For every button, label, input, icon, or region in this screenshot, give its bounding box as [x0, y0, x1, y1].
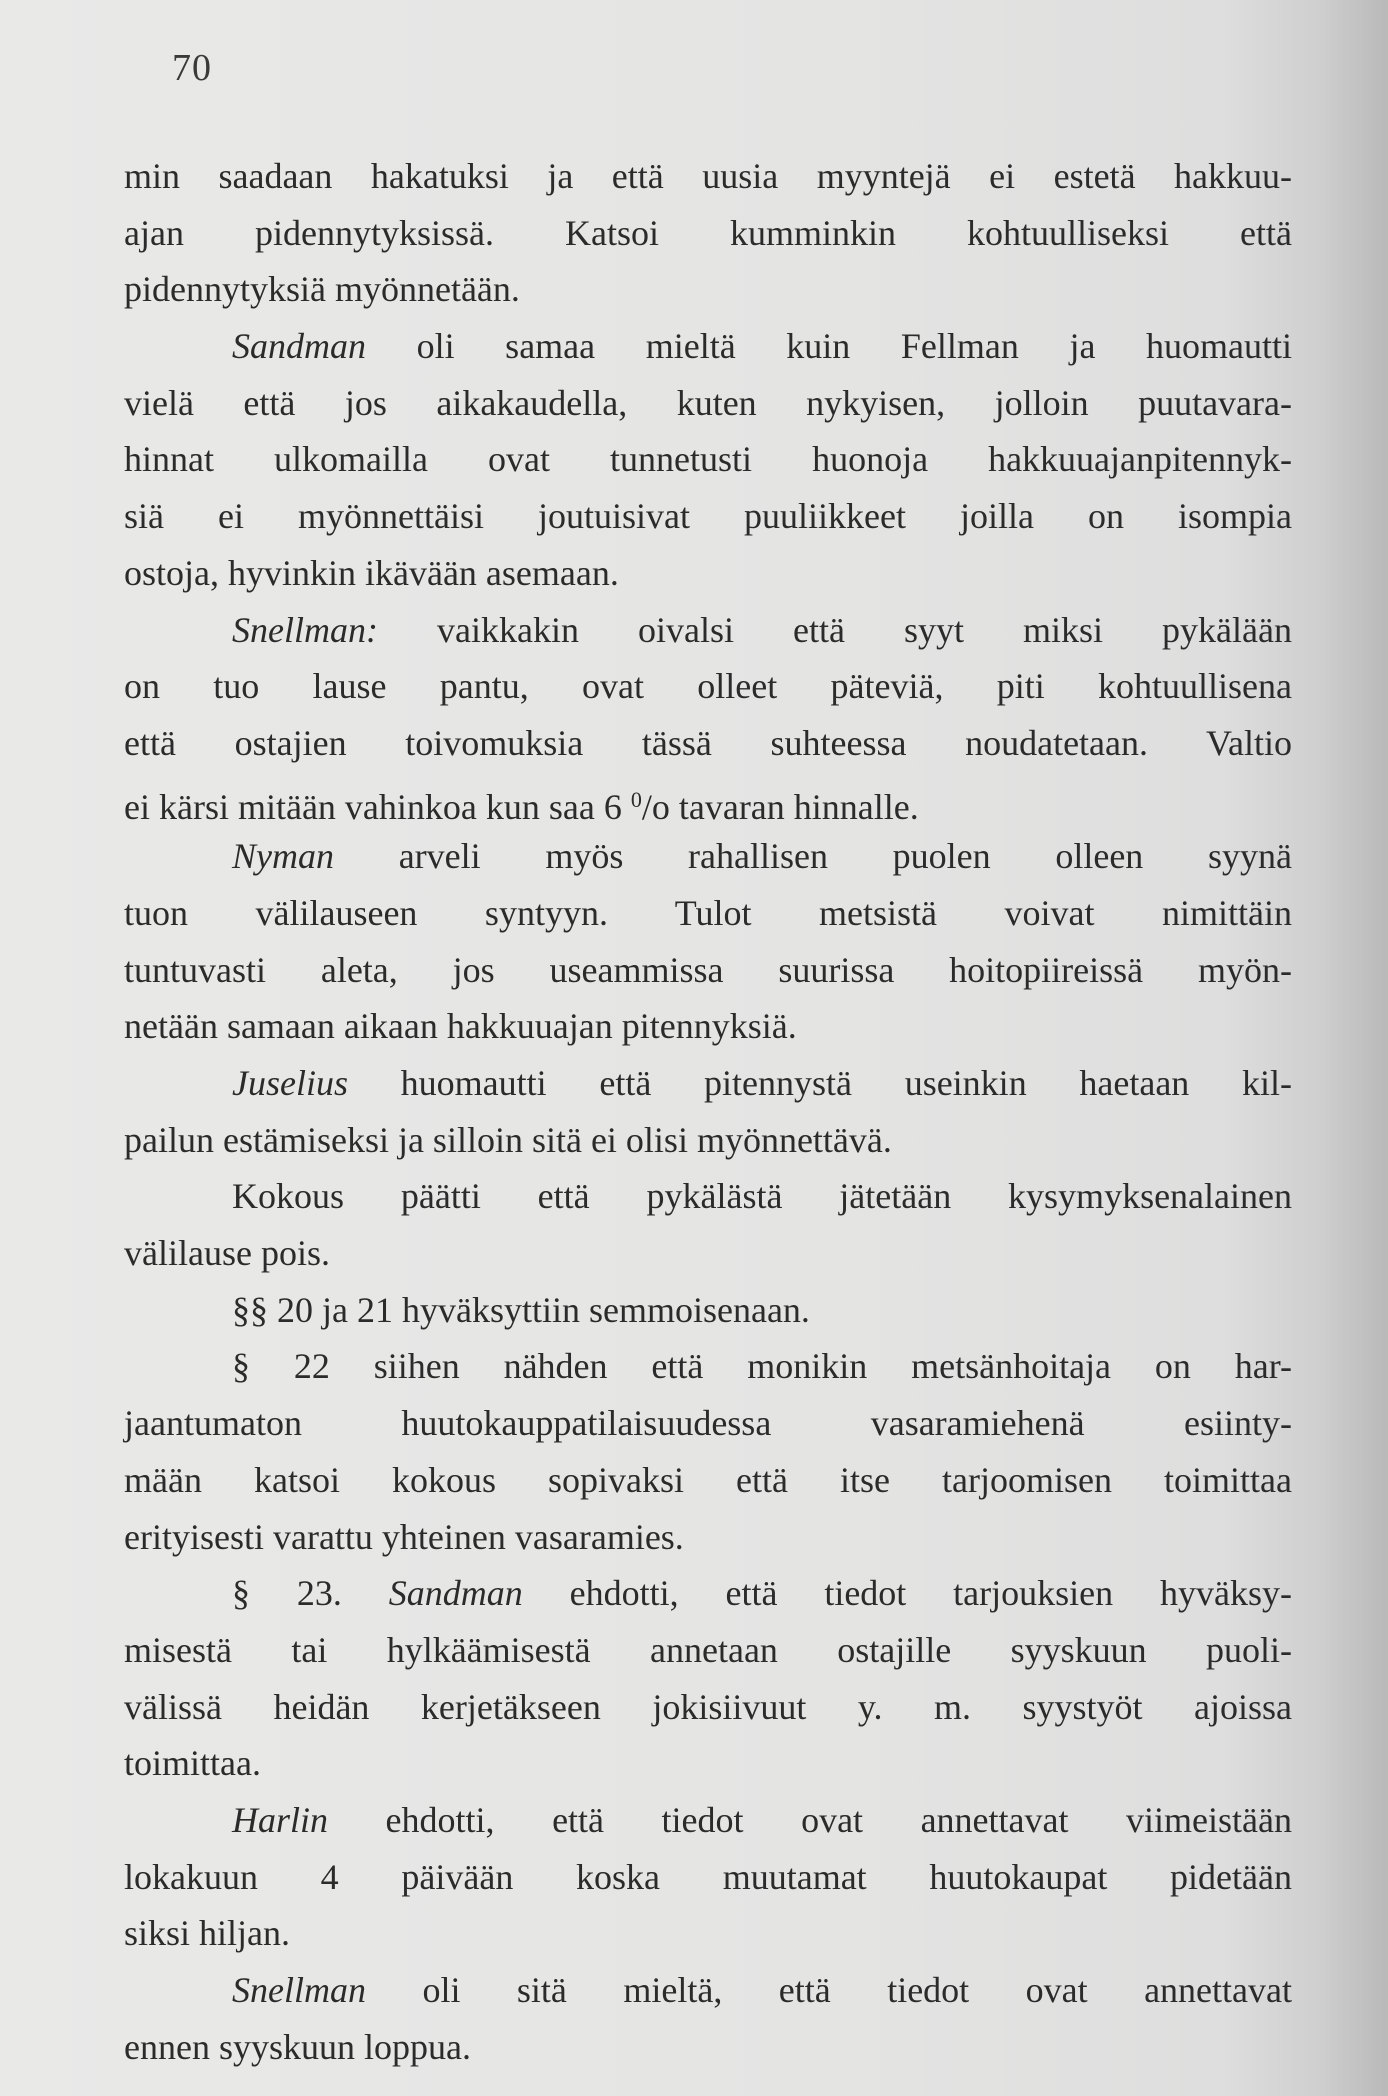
text-line — [124, 1792, 1292, 1849]
text-run: siksi hiljan. — [124, 1913, 291, 1954]
text-line — [124, 1679, 1292, 1736]
text-line — [124, 431, 1292, 488]
text-run: /o tavaran hinnalle. — [641, 786, 919, 827]
text-run: § 23. — [232, 1573, 389, 1614]
text-line — [124, 1962, 1292, 2019]
text-line — [124, 998, 1292, 1055]
text-run: lokakuun 4 päivään koska muutamat huutokaupat pidetään — [124, 1856, 1292, 1897]
speaker-name: Snellman: — [232, 609, 378, 650]
text-line — [124, 1282, 1292, 1339]
text-run: Kokous päätti että pykälästä jätetään kysymyksenalainen — [232, 1176, 1292, 1217]
text-run: pidennytyksiä myönnetään. — [124, 269, 520, 310]
text-line — [124, 1509, 1292, 1566]
text-line — [124, 1225, 1292, 1282]
text-run: §§ 20 ja 21 hyväksyttiin semmoisenaan. — [232, 1289, 810, 1330]
text-run: misestä tai hylkäämisestä annetaan ostajille syyskuun puoli- — [124, 1629, 1292, 1670]
text-line — [124, 658, 1292, 715]
text-run: ennen syyskuun loppua. — [124, 2026, 471, 2067]
text-line — [124, 942, 1292, 999]
text-run: välissä heidän kerjetäkseen jokisiivuut y. m. syystyöt ajoissa — [124, 1686, 1292, 1727]
speaker-name: Sandman — [232, 326, 366, 367]
text-line — [124, 488, 1292, 545]
text-line — [124, 1338, 1292, 1395]
speaker-name: Sandman — [388, 1573, 523, 1614]
text-line — [124, 715, 1292, 772]
body-text — [124, 148, 1292, 2075]
text-line — [124, 148, 1292, 205]
superscript: 0 — [630, 786, 642, 812]
text-run: siä ei myönnettäisi joutuisivat puuliikkeet joilla on isompia — [124, 496, 1292, 537]
text-run: mään katsoi kokous sopivaksi että itse tarjoomisen toimittaa — [124, 1459, 1292, 1500]
text-run: jaantumaton huutokauppatilaisuudessa vasaramiehenä esiinty- — [124, 1403, 1292, 1444]
text-run: toimittaa. — [124, 1743, 261, 1784]
text-run: on tuo lause pantu, ovat olleet päteviä, piti kohtuullisena — [124, 666, 1292, 707]
text-run: pailun estämiseksi ja silloin sitä ei olisi myönnettävä. — [124, 1119, 892, 1160]
text-run: min saadaan hakatuksi ja että uusia myyntejä ei estetä hakkuu- — [124, 156, 1292, 196]
text-line — [124, 1622, 1292, 1679]
text-run: § 22 siihen nähden että monikin metsänhoitaja on har- — [232, 1346, 1292, 1387]
text-line — [124, 772, 1292, 829]
text-line — [124, 1112, 1292, 1169]
text-line — [124, 828, 1292, 885]
text-line — [124, 205, 1292, 262]
text-line — [124, 1849, 1292, 1906]
text-line — [124, 1735, 1292, 1792]
speaker-name: Juselius — [232, 1063, 348, 1103]
speaker-name: Snellman — [232, 1970, 366, 2010]
text-line — [124, 1168, 1292, 1225]
text-line — [124, 1055, 1292, 1112]
text-run: huomautti että pitennystä useinkin haetaan kil- — [347, 1063, 1292, 1103]
text-line — [124, 1452, 1292, 1509]
text-run: ehdotti, että tiedot ovat annettavat viimeistään — [328, 1799, 1292, 1840]
speaker-name: Harlin — [232, 1799, 329, 1840]
text-run: vaikkakin oivalsi että syyt miksi pykälään — [377, 609, 1292, 650]
text-run: tuon välilauseen syntyyn. Tulot metsistä voivat nimittäin — [124, 892, 1292, 933]
text-run: ostoja, hyvinkin ikävään asemaan. — [124, 552, 619, 593]
text-run: oli samaa mieltä kuin Fellman ja huomautti — [366, 326, 1292, 367]
text-run: oli sitä mieltä, että tiedot ovat annettavat — [365, 1970, 1292, 2010]
text-run: välilause pois. — [124, 1233, 330, 1274]
text-run: erityisesti varattu yhteinen vasaramies. — [124, 1516, 684, 1557]
text-run: arveli myös rahallisen puolen olleen syynä — [334, 836, 1292, 877]
text-run: netään samaan aikaan hakkuuajan pitennyksiä. — [124, 1006, 797, 1047]
page-number: 70 — [172, 47, 212, 89]
text-run: vielä että jos aikakaudella, kuten nykyisen, jolloin puutavara- — [124, 382, 1292, 423]
text-run: ehdotti, että tiedot tarjouksien hyväksy- — [522, 1573, 1292, 1614]
text-line — [124, 2019, 1292, 2076]
text-line — [124, 261, 1292, 318]
text-line — [124, 1395, 1292, 1452]
text-run: tuntuvasti aleta, jos useammissa suurissa hoitopiireissä myön- — [124, 949, 1292, 990]
text-run: hinnat ulkomailla ovat tunnetusti huonoja hakkuuajanpitennyk- — [124, 439, 1292, 480]
text-line — [124, 885, 1292, 942]
text-line — [124, 545, 1292, 602]
text-run: ei kärsi mitään vahinkoa kun saa 6 — [124, 786, 631, 827]
text-line — [124, 1565, 1292, 1622]
text-line — [124, 375, 1292, 432]
text-line — [124, 1905, 1292, 1962]
speaker-name: Nyman — [232, 836, 334, 877]
text-run: ajan pidennytyksissä. Katsoi kumminkin kohtuulliseksi että — [124, 212, 1292, 253]
text-run: että ostajien toivomuksia tässä suhteessa noudatetaan. Valtio — [124, 722, 1292, 763]
text-line — [124, 602, 1292, 659]
text-line — [124, 318, 1292, 375]
